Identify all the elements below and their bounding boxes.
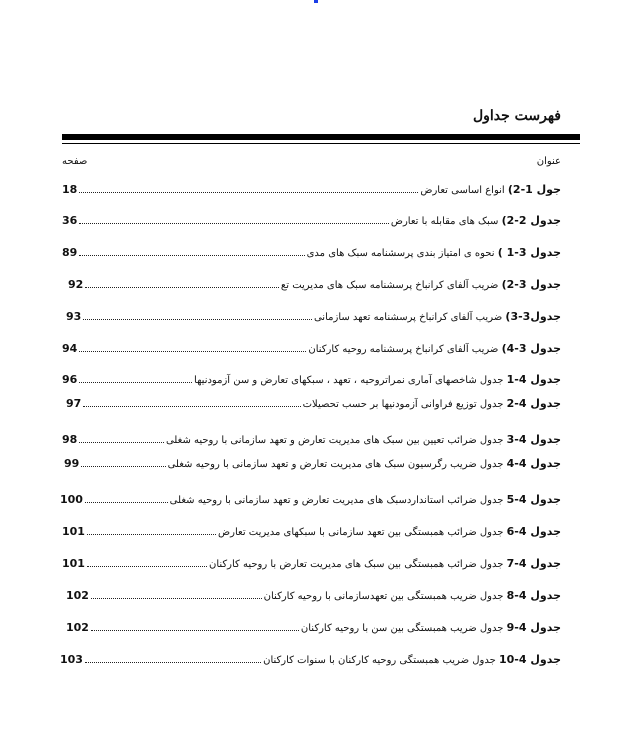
toc-entry-title (314, 310, 561, 323)
page-title: فهرست جداول (472, 108, 561, 124)
toc-entry-label: جدول 4-6 (506, 525, 561, 538)
toc-entry-label: جول 1-2) (507, 183, 561, 196)
toc-entry-title (168, 457, 561, 470)
toc-entry-label: جدول 3-4) (501, 342, 561, 355)
toc-entry-text: جدول ضریب همبستگی بین تعهدسازمانی با روحیه کارکنان (263, 591, 504, 602)
dot-leader (83, 406, 300, 407)
toc-entry-title (307, 246, 561, 259)
dot-leader (87, 566, 207, 567)
toc-entry-page: 98 (62, 433, 78, 446)
toc-entry (62, 180, 561, 196)
toc-entry-text: جدول ضرائب تعیین بین سبک های مدیریت تعارض و تعهد سازمانی با روحیه شغلی (165, 435, 504, 446)
dot-leader (81, 466, 165, 467)
toc-entry-title (308, 342, 561, 355)
toc-entry (62, 430, 561, 446)
toc-entry (66, 586, 561, 602)
toc-entry-page: 18 (62, 183, 78, 196)
toc-entry-label: جدول 4-3 (506, 433, 561, 446)
toc-entry (64, 454, 561, 470)
toc-entry-text: جدول شاخصهای آماری نمراتروحیه ، تعهد ، سبکهای تعارض و سن آزمودنیها (194, 375, 504, 386)
dot-leader (83, 319, 312, 320)
toc-entry-text: انواع اساسی تعارض (420, 185, 505, 196)
toc-entry-page: 99 (64, 457, 80, 470)
dot-leader (79, 382, 192, 383)
toc-entry (68, 275, 561, 291)
toc-entry-text: جدول ضریب همبستگی روحیه کارکنان با سنوات کارکنان (263, 655, 496, 666)
toc-entry-title (391, 214, 561, 227)
dot-leader (79, 442, 164, 443)
toc-entry-title (264, 589, 561, 602)
toc-entry-text: ضریب آلفای کرانباخ پرسشنامه سبک های مدیریت تع (280, 280, 499, 291)
toc-entry-label: جدول 4-10 (498, 653, 561, 666)
toc-entry-text: جدول ضرائب همبستگی بین تعهد سازمانی با سبکهای مدیریت تعارض (218, 527, 504, 538)
toc-entry (62, 370, 561, 386)
dot-leader (79, 255, 304, 256)
toc-entry-label: جدول 4-8 (506, 589, 561, 602)
toc-entry-page: 101 (62, 525, 85, 538)
toc-entry (66, 307, 561, 323)
toc-entry-label: جدول 4-4 (506, 457, 561, 470)
dot-leader (85, 502, 168, 503)
toc-entry-label: جدول 4-5 (506, 493, 561, 506)
toc-entry (62, 243, 561, 259)
column-header-page: صفحه (62, 156, 88, 167)
blue-mark (314, 0, 318, 3)
dot-leader (85, 662, 261, 663)
toc-entry (62, 211, 561, 227)
toc-entry-page: 102 (66, 621, 89, 634)
toc-entry-text: ضریب آلفای کرانباخ پرسشنامه تعهد سازمانی (313, 312, 503, 323)
toc-entry-title (218, 525, 561, 538)
toc-entry-text: ضریب آلفای کرانباخ پرسشنامه روحیه کارکنان (308, 344, 499, 355)
toc-entry (66, 394, 561, 410)
toc-entry-label: جدول 4-1 (506, 373, 561, 386)
toc-entry-title (281, 278, 561, 291)
toc-entry-text: جدول ضریب رگرسیون سبک های مدیریت تعارض و تعهد سازمانی با روحیه شغلی (167, 459, 504, 470)
toc-entry-title (420, 183, 561, 196)
dot-leader (85, 287, 279, 288)
toc-entry-label: جدول 4-2 (506, 397, 561, 410)
dot-leader (91, 598, 262, 599)
toc-entry (66, 618, 561, 634)
toc-entry-page: 97 (66, 397, 82, 410)
dot-leader (79, 223, 389, 224)
toc-entry-title (194, 373, 561, 386)
dot-leader (91, 630, 299, 631)
toc-entry (62, 339, 561, 355)
toc-entry-page: 93 (66, 310, 82, 323)
toc-entry-label: جدول 3-1 ) (497, 246, 561, 259)
toc-entry-text: جدول ضرائب استانداردسبک های مدیریت تعارض و تعهد سازمانی با روحیه شغلی (169, 495, 504, 506)
toc-entry-page: 89 (62, 246, 78, 259)
toc-entry (62, 522, 561, 538)
column-header-title: عنوان (536, 156, 561, 167)
dot-leader (79, 192, 418, 193)
toc-entry-title (209, 557, 561, 570)
toc-entry-label: جدول 4-9 (506, 621, 561, 634)
toc-entry-title (263, 653, 561, 666)
toc-entry-page: 102 (66, 589, 89, 602)
toc-entry-label: جدول 3-2) (501, 278, 561, 291)
toc-entry-text: جدول ضرائب همبستگی بین سبک های مدیریت تعارض با روحیه کارکنان (209, 559, 504, 570)
toc-entry-label: جدول 4-7 (506, 557, 561, 570)
toc-entry-title (170, 493, 561, 506)
toc-entry-page: 94 (62, 342, 78, 355)
toc-entry-text: جدول ضریب همبستگی بین سن با روحیه کارکنان (300, 623, 504, 634)
toc-entry-title (303, 397, 561, 410)
toc-entry-label: جدول 2-2) (501, 214, 561, 227)
toc-entry-page: 92 (68, 278, 84, 291)
toc-entry-page: 36 (62, 214, 78, 227)
toc-entry-page: 101 (62, 557, 85, 570)
toc-entry (60, 490, 561, 506)
dot-leader (87, 534, 216, 535)
toc-entry-page: 96 (62, 373, 78, 386)
toc-entry-label: جدول3-3) (505, 310, 561, 323)
heading-rule-thick (62, 134, 580, 140)
toc-entry-page: 100 (60, 493, 83, 506)
toc-entry-title (166, 433, 561, 446)
toc-entry-title (301, 621, 561, 634)
toc-entry-text: سبک های مقابله با تعارض (390, 216, 499, 227)
toc-entry-page: 103 (60, 653, 83, 666)
toc-entry (62, 554, 561, 570)
heading-rule-thin (62, 143, 580, 144)
toc-entry-text: جدول توزیع فراوانی آزمودنیها بر حسب تحصیلات (302, 399, 504, 410)
toc-entry (60, 650, 561, 666)
dot-leader (79, 351, 306, 352)
toc-entry-text: نحوه ی امتیاز بندی پرسشنامه سبک های مدی (306, 248, 495, 259)
